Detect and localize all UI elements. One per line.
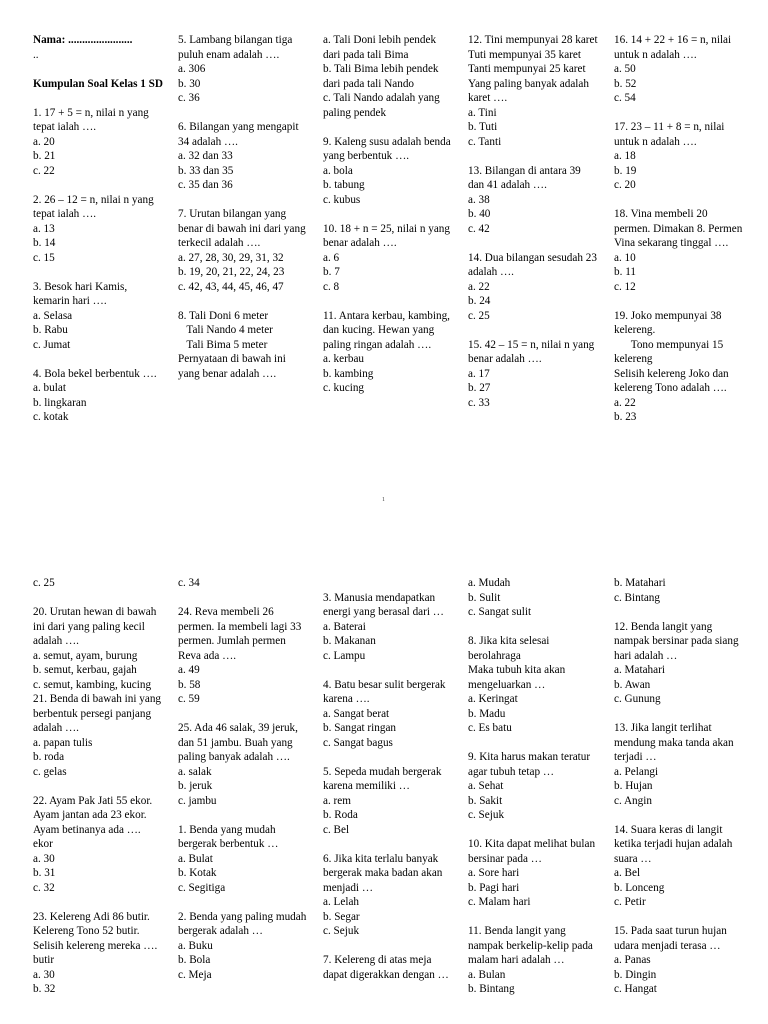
answer-option: c. 34 [178, 577, 200, 589]
question-text: 8. Jika kita selesai berolahraga [468, 635, 553, 662]
answer-option: a. 13 [33, 222, 55, 235]
answer-option: b. Rabu [33, 324, 68, 336]
heading-text: Kumpulan Soal Kelas 1 SD [33, 77, 163, 90]
question-text: 4. Bola bekel berbentuk …. [33, 367, 157, 380]
question-block [178, 309, 308, 382]
answer-option: c. 32 [33, 881, 55, 894]
answer-option: c. 15 [33, 251, 55, 264]
answer-option: b. 58 [178, 678, 201, 691]
question-text: Yang paling banyak adalah karet …. [468, 77, 592, 104]
answer-option: c. Malam hari [468, 896, 531, 908]
question-text: 5. Sepeda mudah bergerak karena memiliki … [323, 765, 445, 792]
answer-option: c. Jumat [33, 338, 71, 351]
question-block [614, 924, 744, 997]
question-block [323, 576, 453, 663]
question-block [468, 338, 598, 411]
answer-option: b. Sulit [468, 591, 501, 604]
answer-option: b. Matahari [614, 577, 666, 589]
question-text: Tono mempunyai 15 kelereng [614, 338, 727, 365]
answer-option: c. Lampu [323, 649, 366, 662]
answer-option: c. Es batu [468, 722, 512, 734]
answer-option: a. Selasa [33, 309, 73, 322]
question-text: 7. Kelereng di atas meja dapat digerakkan dengan … [323, 954, 449, 981]
answer-option: a. 22 [614, 396, 636, 409]
question-block [33, 33, 163, 62]
answer-option: b. 52 [614, 77, 637, 90]
answer-option: a. bulat [33, 382, 66, 394]
answer-option: c. 36 [178, 92, 200, 104]
answer-option: b. 11 [614, 266, 636, 278]
answer-option: a. rem [323, 794, 351, 807]
question-block [323, 135, 453, 208]
answer-option: a. 50 [614, 63, 636, 75]
bottom-columns-2 [178, 576, 308, 982]
question-text: 11. Benda langit yang nampak berkelip-kelip pada malam hari adalah … [468, 925, 596, 966]
answer-option: c. 54 [614, 92, 636, 104]
answer-option: c. kotak [33, 411, 69, 423]
question-text: 13. Bilangan di antara 39 dan 41 adalah …. [468, 164, 584, 191]
answer-option: c. 12 [614, 280, 636, 293]
answer-option: a. Tini [468, 106, 497, 119]
answer-option: b. Madu [468, 707, 506, 720]
answer-option: a. Panas [614, 954, 651, 966]
answer-option: c. Tali Nando adalah yang paling pendek [323, 92, 443, 119]
answer-option: b. Sakit [468, 794, 503, 807]
question-text: 6. Bilangan yang mengapit 34 adalah …. [178, 121, 302, 148]
answer-option: c. Sejuk [468, 809, 505, 821]
answer-option: a. kerbau [323, 353, 364, 365]
question-block [323, 765, 453, 838]
answer-option: c. kucing [323, 382, 365, 394]
question-block [178, 823, 308, 896]
question-block [33, 367, 163, 425]
question-text: 23. Kelereng Adi 86 butir. Kelereng Tono 52 butir. Selisih kelereng mereka …. butir [33, 910, 161, 966]
answer-option: c. 25 [468, 309, 490, 322]
answer-option: b. Segar [323, 910, 360, 923]
answer-option: b. Roda [323, 809, 358, 821]
question-text: 13. Jika langit terlihat mendung maka tanda akan terjadi … [614, 722, 737, 763]
top-columns-3 [323, 33, 453, 396]
question-block [33, 794, 163, 896]
answer-option: a. 30 [33, 852, 55, 865]
question-block [33, 605, 163, 779]
answer-option: c. Gunung [614, 693, 661, 705]
question-text: Tuti mempunyai 35 karet [468, 48, 582, 61]
question-text: 2. 26 – 12 = n, nilai n yang tepat ialah …. [33, 193, 157, 220]
answer-option: b. 21 [33, 150, 56, 162]
answer-option: c. 35 dan 36 [178, 179, 233, 191]
answer-option: a. Bulat [178, 852, 213, 865]
answer-option: a. Buku [178, 939, 213, 952]
question-text: 22. Ayam Pak Jati 55 ekor. Ayam jantan ada 23 ekor. Ayam betinanya ada …. ekor [33, 794, 155, 850]
page-top [0, 0, 768, 500]
answer-option: a. Matahari [614, 664, 665, 676]
question-text: .. [33, 48, 39, 61]
answer-option: a. 30 [33, 968, 55, 981]
answer-option: a. 306 [178, 63, 206, 75]
question-block [33, 280, 163, 353]
question-text: 15. Pada saat turun hujan udara menjadi terasa … [614, 925, 730, 952]
answer-option: b. 27 [468, 382, 491, 394]
answer-option: b. 32 [33, 983, 56, 995]
question-block [614, 576, 744, 605]
question-text: 20. Urutan hewan di bawah ini dari yang paling kecil adalah …. [33, 606, 160, 647]
answer-option: b. roda [33, 751, 65, 763]
answer-option: a. 22 [468, 280, 490, 293]
question-text: 8. Tali Doni 6 meter [178, 309, 269, 322]
question-block [614, 620, 744, 707]
answer-option: c. 42 [468, 222, 490, 235]
answer-option: c. 25 [33, 577, 55, 589]
answer-option: b. Sangat ringan [323, 722, 397, 734]
answer-option: a. Lelah [323, 896, 360, 908]
page-bottom [0, 560, 768, 1024]
question-block [178, 120, 308, 193]
question-text: 9. Kaleng susu adalah benda yang berbentuk …. [323, 135, 454, 162]
answer-option: c. 8 [323, 280, 340, 293]
question-text: 15. 42 – 15 = n, nilai n yang benar adalah …. [468, 338, 598, 365]
answer-option: c. 33 [468, 396, 490, 409]
answer-option: a. 27, 28, 30, 29, 31, 32 [178, 251, 284, 264]
answer-option: a. Keringat [468, 693, 518, 705]
answer-option: b. 31 [33, 867, 56, 879]
question-block [614, 823, 744, 910]
question-text: Tali Bima 5 meter [178, 338, 268, 351]
bottom-columns-1 [33, 576, 163, 997]
answer-option: a. Bulan [468, 968, 506, 981]
answer-option: c. Meja [178, 968, 212, 981]
answer-option: c. 20 [614, 179, 636, 191]
question-block [614, 207, 744, 294]
answer-option: b. 19, 20, 21, 22, 24, 23 [178, 266, 285, 278]
answer-option: a. Bel [614, 867, 641, 879]
answer-option: c. Sangat bagus [323, 736, 393, 749]
bottom-columns-5 [614, 576, 744, 997]
question-block [178, 576, 308, 591]
question-block [323, 222, 453, 295]
answer-option: a. 49 [178, 664, 200, 676]
answer-option: c. 42, 43, 44, 45, 46, 47 [178, 280, 284, 293]
answer-option: a. 18 [614, 150, 636, 162]
answer-option: b. Bola [178, 954, 211, 966]
answer-option: b. 23 [614, 411, 637, 423]
question-block [33, 106, 163, 179]
answer-option: b. 33 dan 35 [178, 164, 234, 177]
answer-option: b. 7 [323, 266, 340, 278]
question-text: 1. 17 + 5 = n, nilai n yang tepat ialah …. [33, 106, 152, 133]
question-block [614, 309, 744, 425]
question-text: 1. Benda yang mudah bergerak berbentuk … [178, 823, 279, 850]
answer-option: b. Lonceng [614, 881, 665, 894]
question-text: 5. Lambang bilangan tiga puluh enam adalah …. [178, 34, 296, 61]
answer-option: a. Pelangi [614, 765, 659, 778]
question-text: Maka tubuh kita akan mengeluarkan … [468, 664, 569, 691]
answer-option: a. Sangat berat [323, 707, 390, 720]
bottom-columns-3 [323, 576, 453, 982]
question-block [33, 910, 163, 997]
question-text: 9. Kita harus makan teratur agar tubuh tetap … [468, 751, 593, 778]
question-text [323, 576, 453, 591]
answer-option: b. tabung [323, 179, 365, 191]
question-text: 19. Joko mempunyai 38 kelereng. [614, 309, 725, 336]
question-block [468, 750, 598, 823]
question-text: 17. 23 – 11 + 8 = n, nilai untuk n adalah …. [614, 121, 728, 148]
answer-option: a. 38 [468, 193, 490, 206]
question-text: 16. 14 + 22 + 16 = n, nilai untuk n adalah …. [614, 34, 734, 61]
question-text: 7. Urutan bilangan yang benar di bawah ini dari yang terkecil adalah …. [178, 208, 309, 249]
answer-option: b. jeruk [178, 780, 213, 792]
answer-option: a. Mudah [468, 577, 511, 589]
answer-option: c. kubus [323, 193, 361, 206]
top-columns-1 [33, 33, 163, 425]
answer-option: b. Dingin [614, 968, 657, 981]
answer-option: a. papan tulis [33, 736, 93, 749]
top-columns-4 [468, 33, 598, 410]
question-text: Selisih kelereng Joko dan kelereng Tono adalah …. [614, 367, 732, 394]
question-block [468, 634, 598, 736]
answer-option: a. salak [178, 765, 212, 778]
answer-option: b. lingkaran [33, 396, 87, 409]
answer-option: c. Angin [614, 794, 652, 807]
question-text: 12. Tini mempunyai 28 karet [468, 34, 598, 46]
question-block [468, 924, 598, 997]
question-block [614, 120, 744, 193]
answer-option: c. jambu [178, 794, 217, 807]
answer-option: a. Sore hari [468, 867, 520, 879]
answer-option: c. semut, kambing, kucing [33, 678, 152, 691]
question-text: 10. Kita dapat melihat bulan bersinar pada … [468, 838, 598, 865]
answer-option: b. 19 [614, 164, 637, 177]
question-block [468, 576, 598, 620]
answer-option: b. 40 [468, 208, 491, 220]
answer-option: b. Hujan [614, 780, 653, 792]
question-block [178, 605, 308, 707]
question-text: Tanti mempunyai 25 karet [468, 63, 586, 75]
answer-option: c. 59 [178, 693, 200, 705]
question-block [178, 721, 308, 808]
answer-option: c. Hangat [614, 983, 657, 995]
question-block [178, 33, 308, 106]
question-block [614, 33, 744, 106]
answer-option: c. Sejuk [323, 925, 360, 937]
answer-option: b. Makanan [323, 635, 376, 647]
answer-option: b. kambing [323, 367, 374, 380]
answer-option: a. 10 [614, 251, 636, 264]
answer-option: c. Petir [614, 896, 646, 908]
answer-option: b. Tuti [468, 121, 498, 133]
answer-option: c. Sangat sulit [468, 606, 532, 618]
question-text: 24. Reva membeli 26 permen. Ia membeli lagi 33 permen. Jumlah permen Reva ada …. [178, 606, 305, 662]
answer-option: c. Tanti [468, 135, 502, 148]
question-text: 6. Jika kita terlalu banyak bergerak maka badan akan menjadi … [323, 852, 446, 894]
question-text: Tali Nando 4 meter [178, 324, 273, 336]
question-block [323, 33, 453, 120]
answer-option: b. Tali Bima lebih pendek dari pada tali Nando [323, 63, 442, 90]
answer-option: b. Kotak [178, 867, 217, 879]
answer-option: b. 30 [178, 77, 201, 90]
answer-option: a. 32 dan 33 [178, 150, 233, 162]
question-block [468, 837, 598, 910]
bottom-columns-4 [468, 576, 598, 997]
answer-option: c. 22 [33, 164, 55, 177]
question-block [468, 251, 598, 324]
answer-option: b. Awan [614, 678, 651, 691]
answer-option: a. Baterai [323, 620, 366, 633]
question-block [33, 77, 163, 92]
question-text: 3. Besok hari Kamis, kemarin hari …. [33, 280, 130, 307]
question-text: 25. Ada 46 salak, 39 jeruk, dan 51 jambu. Buah yang paling banyak adalah …. [178, 722, 301, 763]
question-text: Pernyataan di bawah ini yang benar adalah …. [178, 353, 289, 380]
answer-option: a. bola [323, 164, 353, 177]
question-block [468, 33, 598, 149]
question-block [323, 309, 453, 396]
question-text: 2. Benda yang paling mudah bergerak adalah … [178, 910, 310, 937]
answer-option: c. Bel [323, 823, 350, 836]
answer-option: a. 20 [33, 135, 55, 148]
answer-option: c. gelas [33, 765, 67, 778]
answer-option: b. 24 [468, 295, 491, 307]
question-text: 10. 18 + n = 25, nilai n yang benar adalah …. [323, 222, 453, 249]
question-block [178, 207, 308, 294]
question-text: 4. Batu besar sulit bergerak karena …. [323, 678, 449, 705]
question-block [178, 910, 308, 983]
page-number: 1 [382, 497, 385, 503]
answer-option: b. semut, kerbau, gajah [33, 664, 137, 676]
answer-option: a. semut, ayam, burung [33, 649, 138, 662]
question-text: 18. Vina membeli 20 permen. Dimakan 8. Permen Vina sekarang tinggal …. [614, 208, 745, 249]
question-text: 12. Benda langit yang nampak bersinar pada siang hari adalah … [614, 620, 742, 662]
top-columns-5 [614, 33, 744, 425]
question-block [614, 721, 744, 808]
question-text: 11. Antara kerbau, kambing, dan kucing. Hewan yang paling ringan adalah …. [323, 309, 453, 351]
question-block [323, 678, 453, 751]
question-block [33, 193, 163, 266]
answer-option: a. 6 [323, 251, 340, 264]
answer-option: b. Bintang [468, 983, 515, 995]
question-block [323, 852, 453, 939]
answer-option: c. Bintang [614, 591, 660, 604]
question-block [33, 576, 163, 591]
answer-option: a. Sehat [468, 780, 504, 792]
question-text: 14. Suara keras di langit ketika terjadi hujan adalah suara … [614, 823, 736, 865]
question-block [323, 953, 453, 982]
question-text: 14. Dua bilangan sesudah 23 adalah …. [468, 251, 600, 278]
top-columns-2 [178, 33, 308, 381]
answer-option: c. Segitiga [178, 881, 226, 894]
answer-option: a. Tali Doni lebih pendek dari pada tali Bima [323, 34, 439, 61]
question-block [468, 164, 598, 237]
answer-option: b. 14 [33, 237, 56, 249]
question-text: 3. Manusia mendapatkan energi yang berasal dari … [323, 591, 444, 618]
heading-text: Nama: ....................... [33, 34, 133, 46]
answer-option: b. Pagi hari [468, 881, 520, 894]
question-text: 21. Benda di bawah ini yang berbentuk persegi panjang adalah …. [33, 693, 164, 734]
answer-option: a. 17 [468, 367, 490, 380]
